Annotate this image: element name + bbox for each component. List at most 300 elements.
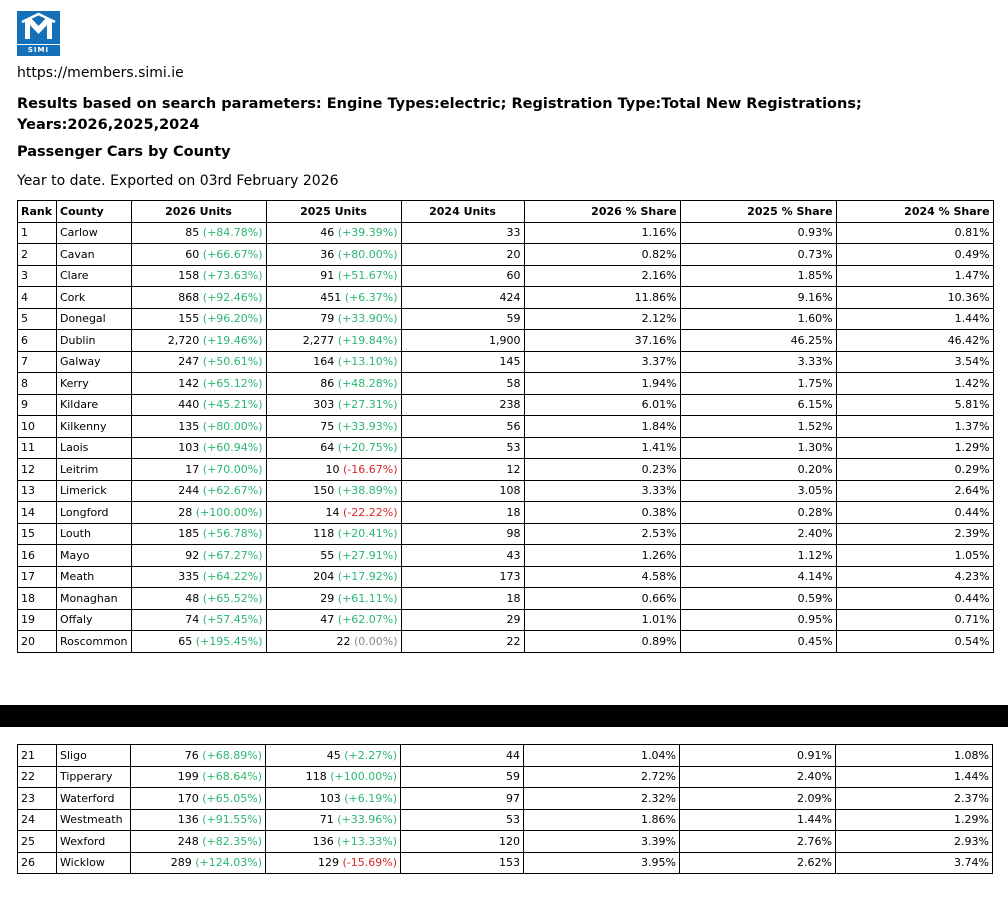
units-value: 129	[318, 856, 339, 870]
county-cell: Waterford	[57, 788, 131, 810]
share-2024-cell: 1.08%	[836, 745, 993, 767]
share-2026-cell: 6.01%	[524, 394, 680, 416]
change-percent: (-22.22%)	[343, 505, 398, 519]
county-cell: Monaghan	[57, 588, 132, 610]
share-2024-cell: 5.81%	[836, 394, 993, 416]
table-row	[18, 502, 994, 524]
units-value: 2,720	[167, 333, 200, 347]
change-percent: (+70.00%)	[202, 462, 263, 476]
change-percent: (+96.20%)	[202, 312, 263, 326]
share-2024-cell: 0.49%	[836, 244, 993, 266]
change-percent: (+33.90%)	[337, 312, 398, 326]
rank-cell: 1	[18, 222, 57, 244]
change-percent: (+56.78%)	[202, 527, 263, 541]
units-value: 75	[320, 419, 335, 433]
share-2026-cell: 4.58%	[524, 566, 680, 588]
units-value: 136	[312, 834, 334, 848]
table-row	[18, 437, 994, 459]
units-2024-cell: 1,900	[401, 330, 524, 352]
units-2026-cell	[131, 545, 266, 567]
rank-cell: 6	[18, 330, 57, 352]
rank-cell: 23	[18, 788, 57, 810]
logo-mark	[17, 11, 60, 44]
units-value: 28	[178, 505, 193, 519]
share-2024-cell: 1.29%	[836, 437, 993, 459]
change-percent: (+100.00%)	[195, 505, 263, 519]
export-note: Year to date. Exported on 03rd February 2026	[17, 173, 339, 189]
county-cell: Westmeath	[57, 809, 131, 831]
table-row	[18, 222, 994, 244]
county-cell: Kildare	[57, 394, 132, 416]
rank-cell: 10	[18, 416, 57, 438]
units-2025-cell	[266, 308, 401, 330]
change-percent: (+91.55%)	[202, 813, 262, 827]
units-2025-cell	[266, 459, 401, 481]
county-cell: Cork	[57, 287, 132, 309]
units-2026-cell	[131, 788, 266, 810]
share-2024-cell: 1.47%	[836, 265, 993, 287]
county-cell: Leitrim	[57, 459, 132, 481]
units-2025-cell	[266, 222, 401, 244]
change-percent: (+13.33%)	[337, 834, 397, 848]
share-2024-cell: 1.44%	[836, 308, 993, 330]
table-row	[18, 330, 994, 352]
units-value: 91	[320, 269, 335, 283]
share-2026-cell: 0.66%	[524, 588, 680, 610]
rank-cell: 21	[18, 745, 57, 767]
share-2025-cell: 2.62%	[680, 852, 836, 874]
table-row	[18, 394, 994, 416]
table-row	[18, 788, 993, 810]
units-value: 164	[313, 355, 335, 369]
units-2024-cell: 98	[401, 523, 524, 545]
units-value: 10	[325, 462, 340, 476]
share-2026-cell: 1.86%	[524, 809, 680, 831]
share-2025-cell: 0.28%	[680, 502, 836, 524]
units-2026-cell	[131, 459, 266, 481]
units-2026-cell	[131, 831, 266, 853]
table-row	[18, 766, 993, 788]
change-percent: (+17.92%)	[337, 570, 398, 584]
change-percent: (+45.21%)	[202, 398, 263, 412]
units-value: 29	[320, 591, 335, 605]
rank-cell: 14	[18, 502, 57, 524]
units-2025-cell	[266, 831, 401, 853]
change-percent: (-16.67%)	[343, 462, 398, 476]
county-table-continued	[17, 744, 993, 874]
change-percent: (+6.19%)	[344, 791, 397, 805]
units-value: 47	[320, 613, 335, 627]
county-cell: Carlow	[57, 222, 132, 244]
site-url[interactable]: https://members.simi.ie	[17, 65, 184, 81]
change-percent: (+6.37%)	[344, 290, 398, 304]
units-value: 142	[178, 376, 200, 390]
table-row	[18, 287, 994, 309]
rank-cell: 7	[18, 351, 57, 373]
units-2024-cell: 173	[401, 566, 524, 588]
units-2025-cell	[266, 766, 401, 788]
share-2024-cell: 1.42%	[836, 373, 993, 395]
change-percent: (+65.12%)	[202, 376, 263, 390]
units-value: 17	[185, 462, 200, 476]
share-2024-cell: 0.29%	[836, 459, 993, 481]
share-2026-cell: 2.16%	[524, 265, 680, 287]
change-percent: (+65.05%)	[202, 791, 262, 805]
units-2025-cell	[266, 545, 401, 567]
share-2026-cell: 2.53%	[524, 523, 680, 545]
column-header-rank: Rank	[18, 201, 57, 223]
share-2026-cell: 2.12%	[524, 308, 680, 330]
rank-cell: 11	[18, 437, 57, 459]
county-cell: Wexford	[57, 831, 131, 853]
units-2024-cell: 120	[401, 831, 524, 853]
rank-cell: 24	[18, 809, 57, 831]
units-value: 335	[178, 570, 200, 584]
change-percent: (+57.45%)	[202, 613, 263, 627]
units-2026-cell	[131, 631, 266, 653]
share-2026-cell: 1.84%	[524, 416, 680, 438]
units-value: 86	[320, 376, 335, 390]
units-2026-cell	[131, 609, 266, 631]
units-value: 65	[178, 634, 193, 648]
units-value: 150	[313, 484, 335, 498]
units-value: 76	[184, 748, 199, 762]
units-2024-cell: 145	[401, 351, 524, 373]
share-2026-cell: 1.94%	[524, 373, 680, 395]
change-percent: (+80.00%)	[337, 247, 398, 261]
change-percent: (+33.96%)	[337, 813, 397, 827]
change-percent: (+39.39%)	[337, 226, 398, 240]
units-value: 155	[178, 312, 200, 326]
table-row	[18, 588, 994, 610]
change-percent: (+66.67%)	[202, 247, 263, 261]
units-2025-cell	[266, 609, 401, 631]
units-2025-cell	[266, 244, 401, 266]
units-value: 74	[185, 613, 200, 627]
units-2026-cell	[131, 809, 266, 831]
share-2026-cell: 3.39%	[524, 831, 680, 853]
change-percent: (+27.91%)	[337, 548, 398, 562]
change-percent: (+61.11%)	[337, 591, 398, 605]
units-2025-cell	[266, 416, 401, 438]
change-percent: (+38.89%)	[337, 484, 398, 498]
units-value: 55	[320, 548, 335, 562]
units-value: 440	[178, 398, 200, 412]
county-cell: Clare	[57, 265, 132, 287]
share-2026-cell: 1.16%	[524, 222, 680, 244]
units-2025-cell	[266, 394, 401, 416]
change-percent: (+64.22%)	[202, 570, 263, 584]
units-2026-cell	[131, 330, 266, 352]
share-2025-cell: 1.30%	[680, 437, 836, 459]
units-value: 22	[336, 634, 351, 648]
units-value: 136	[177, 813, 199, 827]
logo-text: SIMI	[17, 45, 60, 56]
share-2024-cell: 46.42%	[836, 330, 993, 352]
units-value: 103	[319, 791, 341, 805]
units-2026-cell	[131, 394, 266, 416]
county-cell: Meath	[57, 566, 132, 588]
rank-cell: 25	[18, 831, 57, 853]
share-2024-cell: 4.23%	[836, 566, 993, 588]
rank-cell: 19	[18, 609, 57, 631]
county-cell: Tipperary	[57, 766, 131, 788]
share-2024-cell: 1.44%	[836, 766, 993, 788]
table-row	[18, 480, 994, 502]
share-2025-cell: 2.76%	[680, 831, 836, 853]
table-row	[18, 265, 994, 287]
rank-cell: 3	[18, 265, 57, 287]
units-2025-cell	[266, 809, 401, 831]
change-percent: (+60.94%)	[202, 441, 263, 455]
county-cell: Limerick	[57, 480, 132, 502]
units-value: 247	[178, 355, 200, 369]
share-2024-cell: 0.71%	[836, 609, 993, 631]
units-2024-cell: 20	[401, 244, 524, 266]
table-row	[18, 545, 994, 567]
units-2026-cell	[131, 416, 266, 438]
change-percent: (+2.27%)	[344, 748, 397, 762]
units-2024-cell: 108	[401, 480, 524, 502]
table-row	[18, 609, 994, 631]
units-2026-cell	[131, 351, 266, 373]
share-2026-cell: 0.89%	[524, 631, 680, 653]
units-value: 60	[185, 247, 200, 261]
county-cell: Roscommon	[57, 631, 132, 653]
share-2024-cell: 2.37%	[836, 788, 993, 810]
change-percent: (+20.41%)	[337, 527, 398, 541]
change-percent: (+73.63%)	[202, 269, 263, 283]
county-cell: Wicklow	[57, 852, 131, 874]
rank-cell: 8	[18, 373, 57, 395]
share-2025-cell: 1.60%	[680, 308, 836, 330]
share-2024-cell: 0.44%	[836, 502, 993, 524]
rank-cell: 9	[18, 394, 57, 416]
column-header-2025-units: 2025 Units	[266, 201, 401, 223]
units-2024-cell: 33	[401, 222, 524, 244]
share-2025-cell: 0.59%	[680, 588, 836, 610]
change-percent: (+68.89%)	[202, 748, 262, 762]
rank-cell: 18	[18, 588, 57, 610]
units-value: 85	[185, 226, 200, 240]
units-2026-cell	[131, 766, 266, 788]
units-value: 118	[313, 527, 335, 541]
change-percent: (+13.10%)	[337, 355, 398, 369]
change-percent: (+80.00%)	[202, 419, 263, 433]
rank-cell: 2	[18, 244, 57, 266]
units-2026-cell	[131, 502, 266, 524]
share-2025-cell: 1.44%	[680, 809, 836, 831]
share-2024-cell: 0.54%	[836, 631, 993, 653]
units-2026-cell	[131, 745, 266, 767]
share-2024-cell: 1.29%	[836, 809, 993, 831]
county-cell: Longford	[57, 502, 132, 524]
share-2024-cell: 0.81%	[836, 222, 993, 244]
units-2024-cell: 59	[401, 766, 524, 788]
units-value: 451	[320, 290, 342, 304]
table-row	[18, 631, 994, 653]
change-percent: (+68.64%)	[202, 770, 262, 784]
units-2025-cell	[266, 330, 401, 352]
change-percent: (+51.67%)	[337, 269, 398, 283]
share-2024-cell: 2.93%	[836, 831, 993, 853]
share-2025-cell: 46.25%	[680, 330, 836, 352]
column-header-county: County	[57, 201, 132, 223]
units-value: 48	[185, 591, 200, 605]
change-percent: (0.00%)	[354, 634, 398, 648]
share-2024-cell: 2.39%	[836, 523, 993, 545]
units-2026-cell	[131, 566, 266, 588]
county-cell: Dublin	[57, 330, 132, 352]
units-2026-cell	[131, 244, 266, 266]
units-2025-cell	[266, 351, 401, 373]
units-value: 185	[178, 527, 200, 541]
share-2025-cell: 3.33%	[680, 351, 836, 373]
share-2025-cell: 0.95%	[680, 609, 836, 631]
table-header-row	[18, 201, 994, 223]
rank-cell: 26	[18, 852, 57, 874]
share-2026-cell: 1.26%	[524, 545, 680, 567]
units-2025-cell	[266, 745, 401, 767]
change-percent: (+62.07%)	[337, 613, 398, 627]
change-percent: (+92.46%)	[202, 290, 263, 304]
column-header-2024-share: 2024 % Share	[836, 201, 993, 223]
units-2024-cell: 18	[401, 502, 524, 524]
share-2025-cell: 0.93%	[680, 222, 836, 244]
share-2025-cell: 0.73%	[680, 244, 836, 266]
change-percent: (+65.52%)	[202, 591, 263, 605]
units-2024-cell: 43	[401, 545, 524, 567]
units-value: 2,277	[302, 333, 335, 347]
units-2025-cell	[266, 852, 401, 874]
units-value: 36	[320, 247, 335, 261]
share-2026-cell: 2.32%	[524, 788, 680, 810]
units-2025-cell	[266, 788, 401, 810]
units-2024-cell: 238	[401, 394, 524, 416]
table-row	[18, 373, 994, 395]
units-value: 64	[320, 441, 335, 455]
table-row	[18, 831, 993, 853]
share-2025-cell: 0.45%	[680, 631, 836, 653]
rank-cell: 20	[18, 631, 57, 653]
column-header-2025-share: 2025 % Share	[680, 201, 836, 223]
table-row	[18, 244, 994, 266]
units-value: 244	[178, 484, 200, 498]
search-parameters: Results based on search parameters: Engine Types:electric; Registration Type:Total New Registrations; Years:2026,2025,2024	[17, 96, 862, 133]
share-2026-cell: 1.04%	[524, 745, 680, 767]
units-2025-cell	[266, 588, 401, 610]
county-cell: Mayo	[57, 545, 132, 567]
units-value: 158	[178, 269, 200, 283]
units-2025-cell	[266, 523, 401, 545]
units-value: 92	[185, 548, 200, 562]
share-2026-cell: 3.33%	[524, 480, 680, 502]
units-2024-cell: 53	[401, 809, 524, 831]
units-2024-cell: 29	[401, 609, 524, 631]
units-2024-cell: 424	[401, 287, 524, 309]
county-cell: Sligo	[57, 745, 131, 767]
share-2025-cell: 2.09%	[680, 788, 836, 810]
units-2024-cell: 12	[401, 459, 524, 481]
share-2026-cell: 3.95%	[524, 852, 680, 874]
simi-logo	[17, 11, 60, 56]
share-2025-cell: 9.16%	[680, 287, 836, 309]
share-2024-cell: 3.74%	[836, 852, 993, 874]
units-value: 199	[177, 770, 199, 784]
share-2024-cell: 1.05%	[836, 545, 993, 567]
change-percent: (+19.46%)	[202, 333, 263, 347]
share-2024-cell: 1.37%	[836, 416, 993, 438]
units-2026-cell	[131, 437, 266, 459]
share-2025-cell: 3.05%	[680, 480, 836, 502]
county-cell: Laois	[57, 437, 132, 459]
change-percent: (+84.78%)	[202, 226, 263, 240]
table-row	[18, 809, 993, 831]
units-2026-cell	[131, 852, 266, 874]
units-value: 79	[320, 312, 335, 326]
column-header-2026-units: 2026 Units	[131, 201, 266, 223]
units-2026-cell	[131, 308, 266, 330]
county-cell: Cavan	[57, 244, 132, 266]
share-2026-cell: 2.72%	[524, 766, 680, 788]
change-percent: (+50.61%)	[202, 355, 263, 369]
units-value: 170	[177, 791, 199, 805]
table-row	[18, 745, 993, 767]
units-value: 45	[326, 748, 341, 762]
units-2024-cell: 53	[401, 437, 524, 459]
table-row	[18, 416, 994, 438]
units-2025-cell	[266, 265, 401, 287]
units-2026-cell	[131, 523, 266, 545]
share-2026-cell: 0.82%	[524, 244, 680, 266]
units-value: 46	[320, 226, 335, 240]
units-2024-cell: 153	[401, 852, 524, 874]
share-2026-cell: 0.38%	[524, 502, 680, 524]
units-value: 204	[313, 570, 335, 584]
change-percent: (+19.84%)	[337, 333, 398, 347]
units-2025-cell	[266, 566, 401, 588]
units-2026-cell	[131, 480, 266, 502]
share-2025-cell: 4.14%	[680, 566, 836, 588]
change-percent: (+48.28%)	[337, 376, 398, 390]
table-row	[18, 523, 994, 545]
change-percent: (+27.31%)	[337, 398, 398, 412]
units-value: 118	[305, 770, 327, 784]
units-2024-cell: 22	[401, 631, 524, 653]
table-row	[18, 852, 993, 874]
county-cell: Donegal	[57, 308, 132, 330]
change-percent: (+20.75%)	[337, 441, 398, 455]
share-2024-cell: 3.54%	[836, 351, 993, 373]
share-2025-cell: 0.20%	[680, 459, 836, 481]
share-2026-cell: 3.37%	[524, 351, 680, 373]
units-2025-cell	[266, 373, 401, 395]
change-percent: (-15.69%)	[342, 856, 397, 870]
units-value: 289	[170, 856, 192, 870]
change-percent: (+124.03%)	[195, 856, 262, 870]
county-cell: Louth	[57, 523, 132, 545]
units-value: 71	[319, 813, 334, 827]
units-value: 103	[178, 441, 200, 455]
rank-cell: 13	[18, 480, 57, 502]
share-2026-cell: 1.01%	[524, 609, 680, 631]
units-2025-cell	[266, 631, 401, 653]
share-2024-cell: 10.36%	[836, 287, 993, 309]
rank-cell: 16	[18, 545, 57, 567]
table-row	[18, 308, 994, 330]
share-2026-cell: 37.16%	[524, 330, 680, 352]
units-value: 248	[177, 834, 199, 848]
